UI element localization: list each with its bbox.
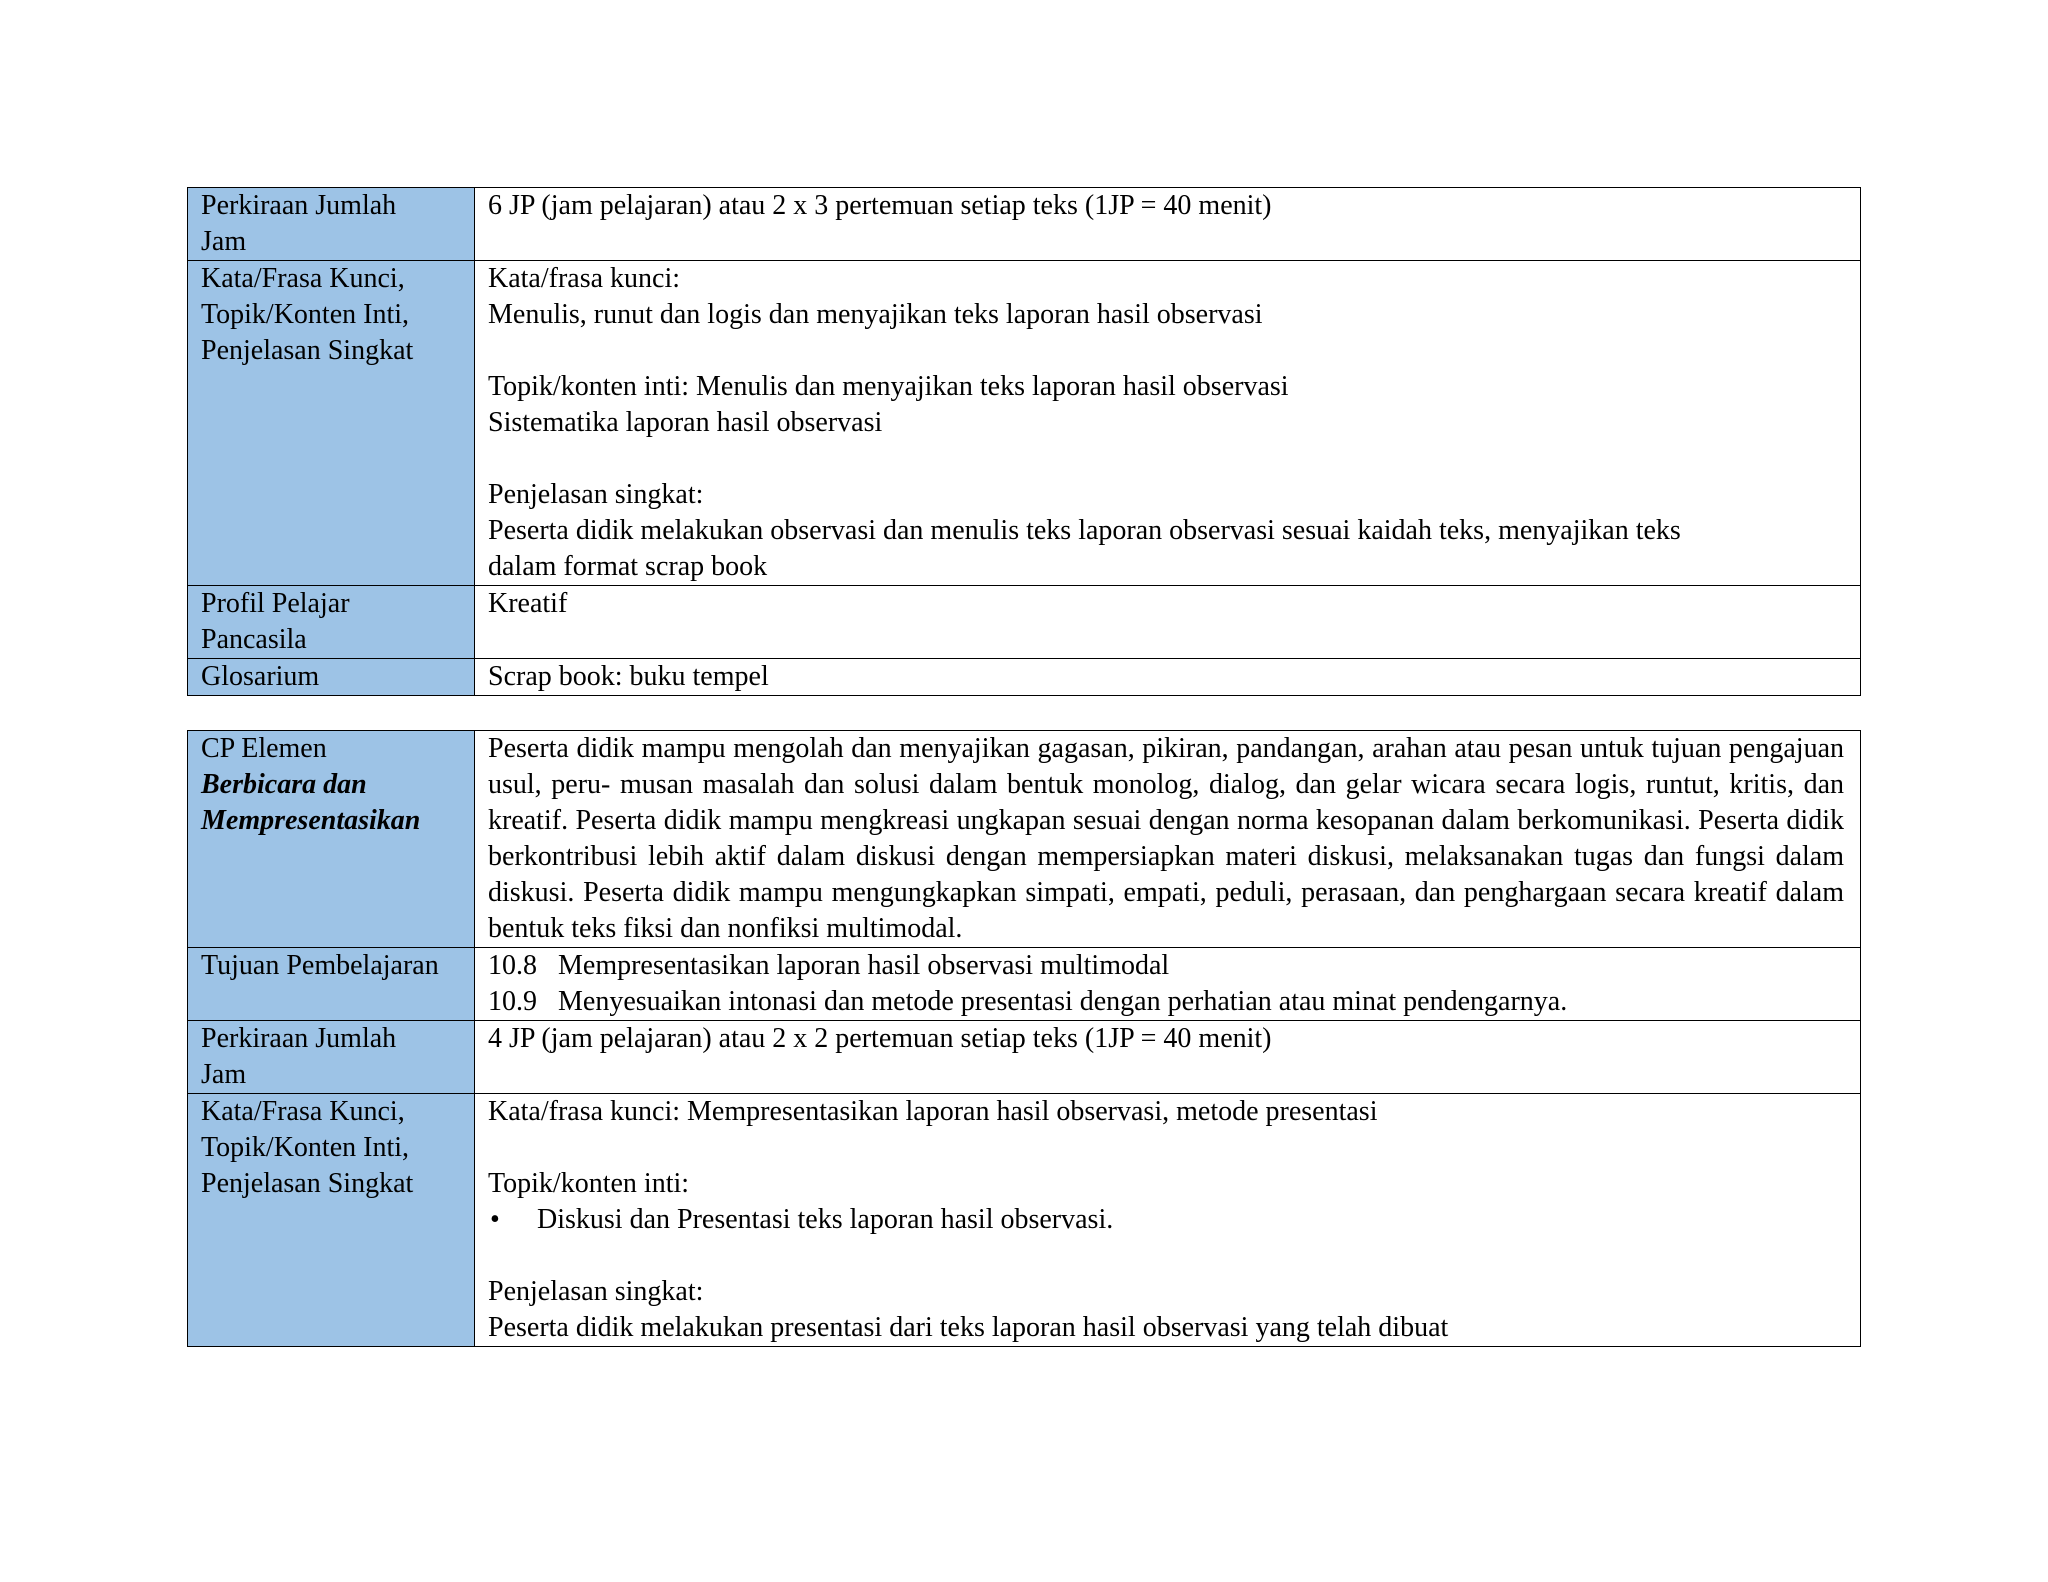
content-line: dalam format scrap book xyxy=(488,551,768,582)
item-text: Menyesuaikan intonasi dan metode presentasi dengan perhatian atau minat pendengarnya. xyxy=(558,986,1568,1017)
content-line: Peserta didik melakukan observasi dan menulis teks laporan observasi sesuai kaidah teks, menyajikan teks xyxy=(488,515,1681,546)
content-cell xyxy=(475,188,1861,261)
content-cell xyxy=(475,1094,1861,1347)
label-line: Tujuan Pembelajaran xyxy=(201,950,439,981)
bullet-text: Diskusi dan Presentasi teks laporan hasil observasi. xyxy=(537,1204,1114,1235)
content-spacer xyxy=(488,1238,1844,1274)
content-spacer xyxy=(488,1057,1844,1093)
content-spacer xyxy=(488,1130,1844,1166)
content-cell xyxy=(475,948,1861,1021)
content-line: Topik/konten inti: Menulis dan menyajikan teks laporan hasil observasi xyxy=(488,371,1289,402)
label-cell xyxy=(188,586,475,659)
content-line: Topik/konten inti: xyxy=(488,1168,690,1199)
table-row xyxy=(188,659,1861,696)
label-line: Jam xyxy=(201,226,247,257)
content-line: Menulis, runut dan logis dan menyajikan teks laporan hasil observasi xyxy=(488,299,1263,330)
content-line: Kata/frasa kunci: xyxy=(488,263,681,294)
label-line: Berbicara dan xyxy=(201,769,367,800)
list-item xyxy=(488,948,1844,984)
content-spacer xyxy=(488,333,1844,369)
table-row xyxy=(188,261,1861,586)
table-row xyxy=(188,1021,1861,1094)
label-line: Glosarium xyxy=(201,661,320,692)
content-cell xyxy=(475,586,1861,659)
table-row xyxy=(188,188,1861,261)
content-line: Kreatif xyxy=(488,588,568,619)
table-1 xyxy=(187,187,1861,696)
content-spacer xyxy=(488,224,1844,260)
label-cell xyxy=(188,188,475,261)
content-line: Kata/frasa kunci: Mempresentasikan laporan hasil observasi, metode presentasi xyxy=(488,1096,1378,1127)
content-spacer xyxy=(488,441,1844,477)
table-2 xyxy=(187,730,1861,1347)
cp-paragraph: Peserta didik mampu mengolah dan menyajikan gagasan, pikiran, pandangan, arahan atau pesan untuk tujuan pengajuan usul, peru- musan masalah dan solusi dalam bentuk monolog, dialog, dan gelar wicara secara logis, runtut, kritis, dan kreatif. Peserta didik mampu mengkreasi ungkapan sesuai dengan norma kesopanan dalam berkomunikasi. Peserta didik berkontribusi lebih aktif dalam diskusi dengan mempersiapkan materi diskusi, melaksanakan tugas dan fungsi dalam diskusi. Peserta didik mampu mengungkapkan simpati, empati, peduli, perasaan, dan penghargaan secara kreatif dalam bentuk teks fiksi dan nonfiksi multimodal. xyxy=(488,733,1844,944)
content-cell xyxy=(475,731,1861,948)
label-line: Profil Pelajar xyxy=(201,588,350,619)
label-line: Mempresentasikan xyxy=(201,805,421,836)
label-line: Perkiraan Jumlah xyxy=(201,1023,397,1054)
content-cell xyxy=(475,1021,1861,1094)
bullet-list-item xyxy=(488,1202,1844,1238)
content-line: Penjelasan singkat: xyxy=(488,1276,704,1307)
label-cell xyxy=(188,261,475,586)
table-row xyxy=(188,948,1861,1021)
label-line: Penjelasan Singkat xyxy=(201,1168,414,1199)
label-line: Perkiraan Jumlah xyxy=(201,190,397,221)
table-row xyxy=(188,731,1861,948)
label-cell xyxy=(188,1021,475,1094)
table-row xyxy=(188,586,1861,659)
label-line: Jam xyxy=(201,1059,247,1090)
label-cell xyxy=(188,948,475,1021)
label-line: Pancasila xyxy=(201,624,307,655)
label-line: Penjelasan Singkat xyxy=(201,335,414,366)
content-cell xyxy=(475,659,1861,696)
label-cell xyxy=(188,731,475,948)
content-line: Penjelasan singkat: xyxy=(488,479,704,510)
content-cell xyxy=(475,261,1861,586)
content-line: Peserta didik melakukan presentasi dari teks laporan hasil observasi yang telah dibuat xyxy=(488,1312,1449,1343)
label-line: Topik/Konten Inti, xyxy=(201,299,410,330)
bullet-icon: • xyxy=(490,1204,500,1235)
table-row xyxy=(188,1094,1861,1347)
label-line: Kata/Frasa Kunci, xyxy=(201,263,405,294)
label-cell xyxy=(188,1094,475,1347)
content-line: 6 JP (jam pelajaran) atau 2 x 3 pertemuan setiap teks (1JP = 40 menit) xyxy=(488,190,1272,221)
label-cell xyxy=(188,659,475,696)
item-number: 10.9 xyxy=(488,986,537,1017)
content-line: Scrap book: buku tempel xyxy=(488,661,769,692)
label-line: CP Elemen xyxy=(201,733,327,764)
label-line: Kata/Frasa Kunci, xyxy=(201,1096,405,1127)
list-item xyxy=(488,984,1844,1020)
item-number: 10.8 xyxy=(488,950,537,981)
content-line: 4 JP (jam pelajaran) atau 2 x 2 pertemuan setiap teks (1JP = 40 menit) xyxy=(488,1023,1272,1054)
item-text: Mempresentasikan laporan hasil observasi multimodal xyxy=(558,950,1170,981)
content-line: Sistematika laporan hasil observasi xyxy=(488,407,883,438)
label-line: Topik/Konten Inti, xyxy=(201,1132,410,1163)
